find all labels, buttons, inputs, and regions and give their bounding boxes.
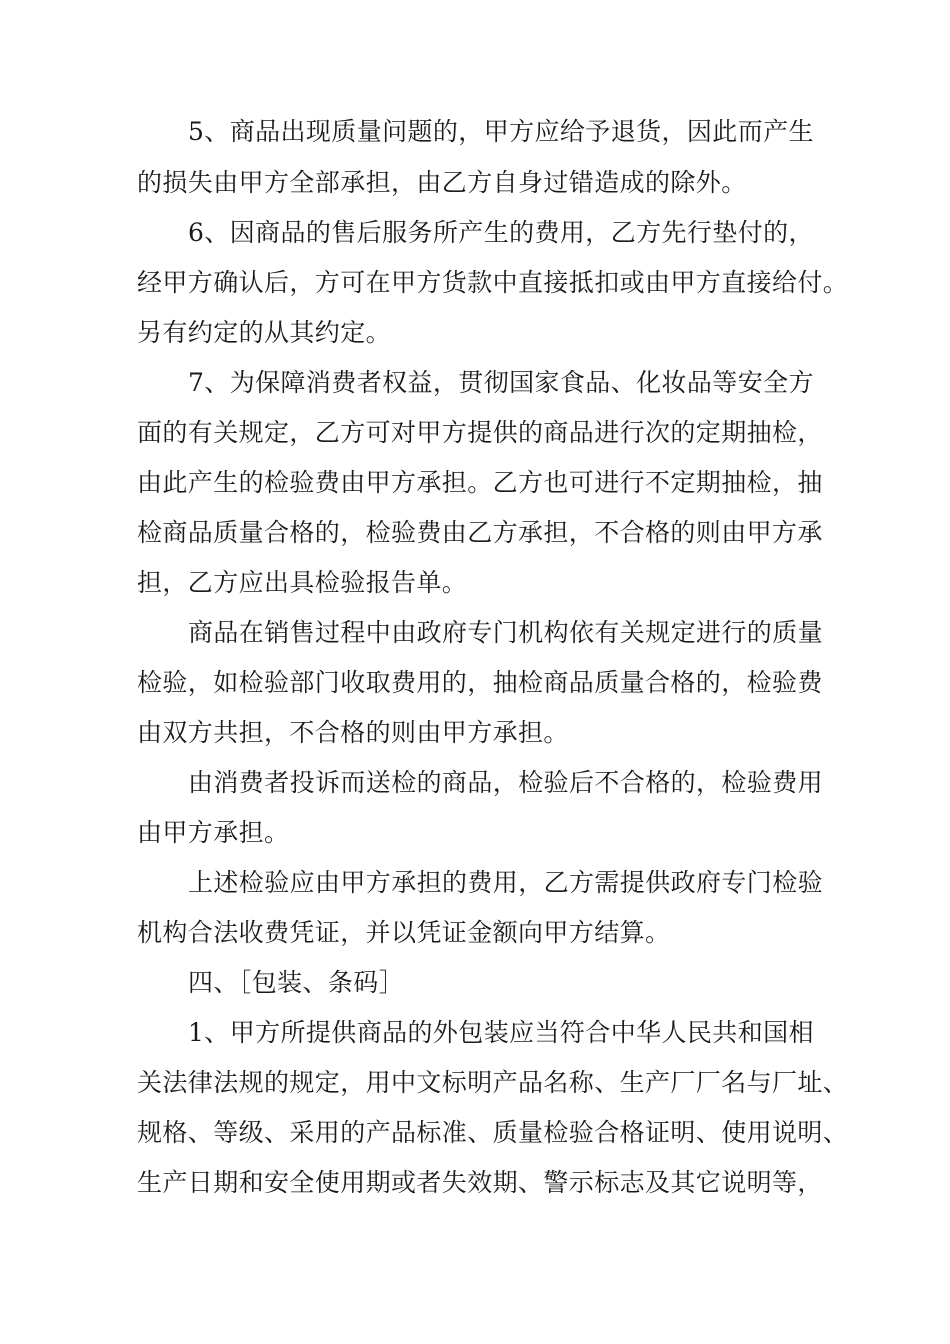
text-line: 检验，如检验部门收取费用的，抽检商品质量合格的，检验费 <box>137 668 823 697</box>
text-line: 由甲方承担。 <box>137 818 290 847</box>
text-line: 关法律法规的规定，用中文标明产品名称、生产厂厂名与厂址、 <box>137 1068 849 1097</box>
text-line: 检商品质量合格的，检验费由乙方承担，不合格的则由甲方承 <box>137 518 823 547</box>
text-line: 的损失由甲方全部承担，由乙方自身过错造成的除外。 <box>137 168 747 197</box>
text-line: 面的有关规定，乙方可对甲方提供的商品进行次的定期抽检， <box>137 418 823 447</box>
text-line: 5、商品出现质量问题的，甲方应给予退货，因此而产生 <box>188 117 814 146</box>
text-line: 由消费者投诉而送检的商品，检验后不合格的，检验费用 <box>188 768 824 797</box>
section-heading: 四、［包装、条码］ <box>188 968 405 997</box>
text-line: 机构合法收费凭证，并以凭证金额向甲方结算。 <box>137 918 671 947</box>
text-line: 上述检验应由甲方承担的费用，乙方需提供政府专门检验 <box>188 868 824 897</box>
text-line: 1、甲方所提供商品的外包装应当符合中华人民共和国相 <box>188 1018 814 1047</box>
text-line: 6、因商品的售后服务所产生的费用，乙方先行垫付的， <box>188 218 814 247</box>
text-line: 另有约定的从其约定。 <box>137 318 392 347</box>
text-line: 担，乙方应出具检验报告单。 <box>137 568 468 597</box>
text-line: 经甲方确认后，方可在甲方货款中直接抵扣或由甲方直接给付。 <box>137 268 849 297</box>
text-line: 由此产生的检验费由甲方承担。乙方也可进行不定期抽检，抽 <box>137 468 823 497</box>
text-line: 由双方共担，不合格的则由甲方承担。 <box>137 718 569 747</box>
text-line: 7、为保障消费者权益，贯彻国家食品、化妆品等安全方 <box>188 368 814 397</box>
text-line: 规格、等级、采用的产品标准、质量检验合格证明、使用说明、 <box>137 1118 849 1147</box>
text-line: 商品在销售过程中由政府专门机构依有关规定进行的质量 <box>188 618 824 647</box>
text-line: 生产日期和安全使用期或者失效期、警示标志及其它说明等， <box>137 1168 823 1197</box>
